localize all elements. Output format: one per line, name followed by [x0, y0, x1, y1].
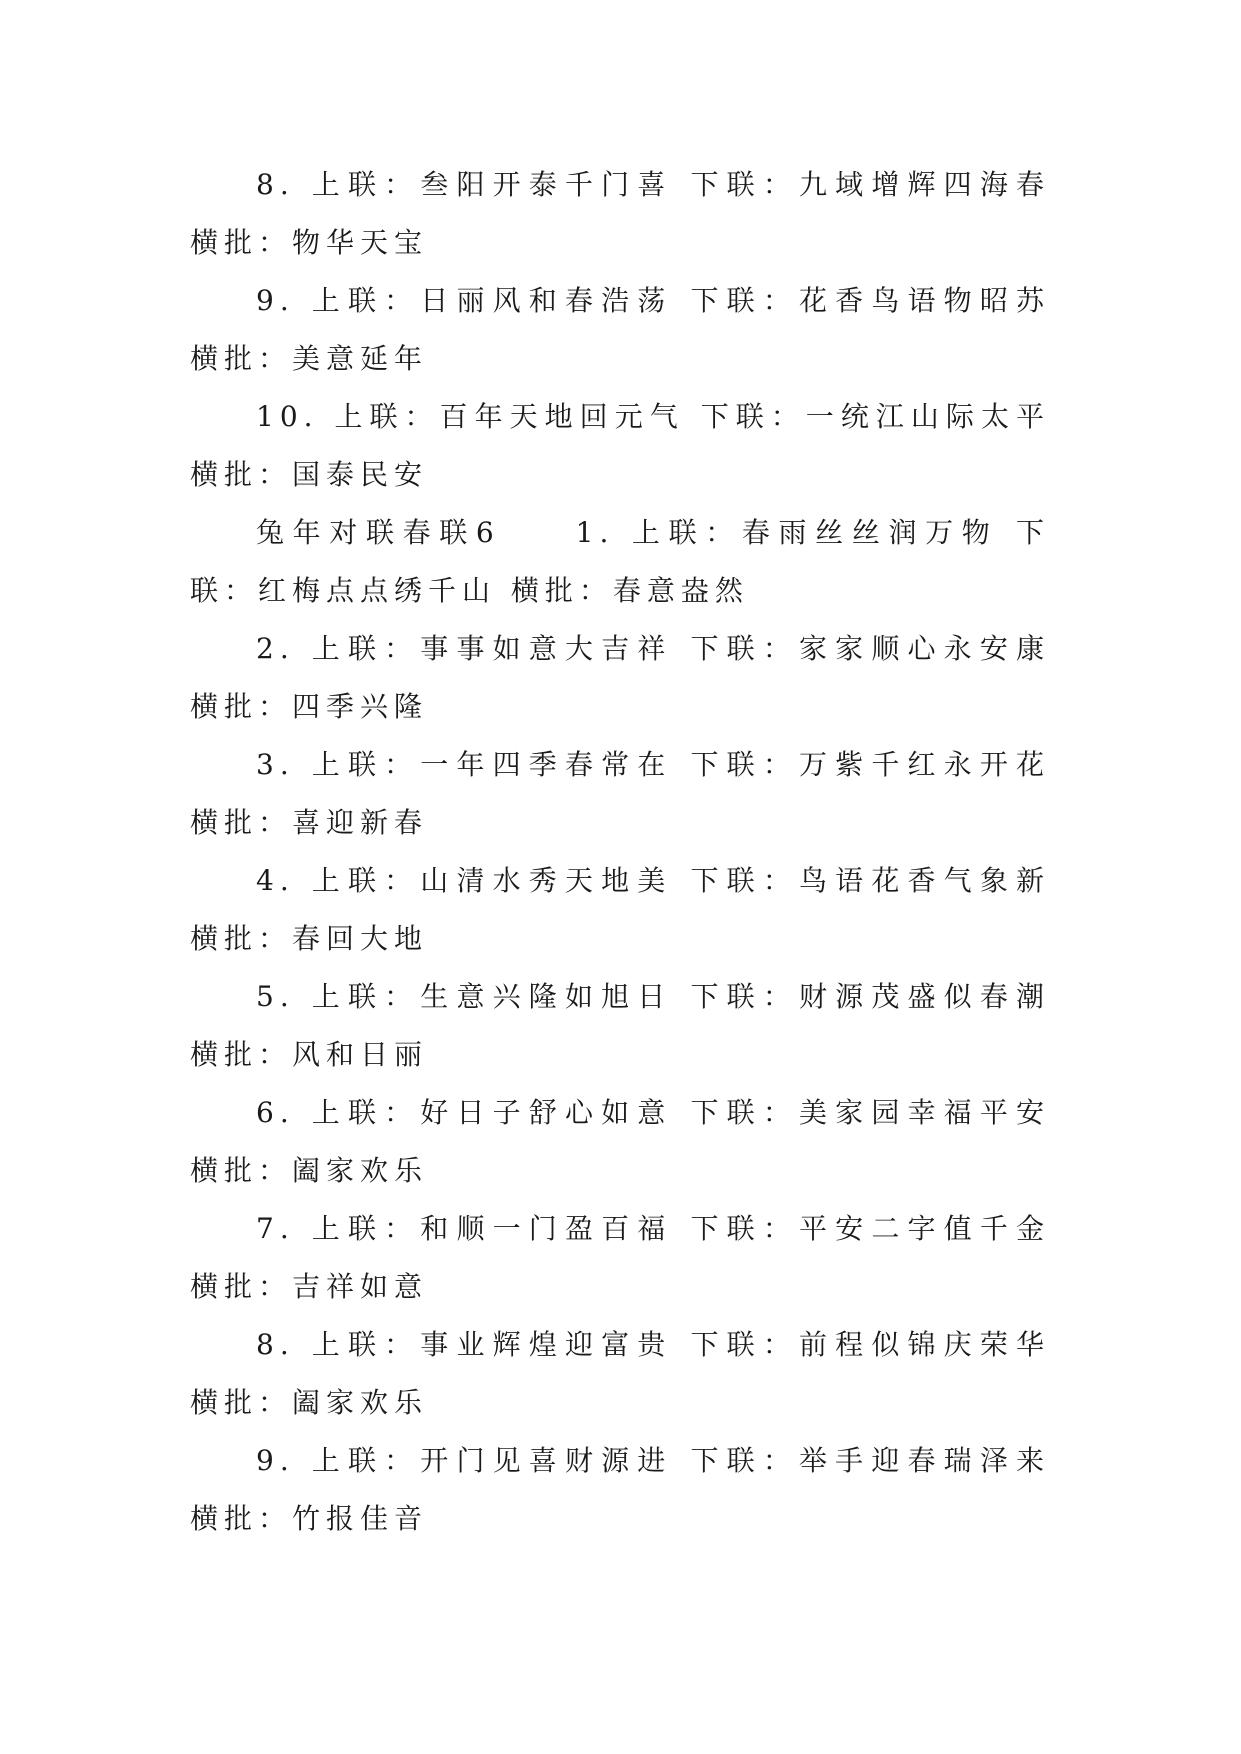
- couplet-paragraph: 8. 上联：叁阳开泰千门喜 下联：九域增辉四海春 横批：物华天宝: [190, 168, 1050, 259]
- couplet-paragraph: 5. 上联：生意兴隆如旭日 下联：财源茂盛似春潮 横批：风和日丽: [190, 980, 1050, 1071]
- couplet-paragraph: 9. 上联：开门见喜财源进 下联：举手迎春瑞泽来 横批：竹报佳音: [190, 1444, 1050, 1535]
- couplet-paragraph: 9. 上联：日丽风和春浩荡 下联：花香鸟语物昭苏 横批：美意延年: [190, 284, 1050, 375]
- couplet-paragraph: 8. 上联：事业辉煌迎富贵 下联：前程似锦庆荣华 横批：阖家欢乐: [190, 1328, 1050, 1419]
- couplet-paragraph: 6. 上联：好日子舒心如意 下联：美家园幸福平安 横批：阖家欢乐: [190, 1096, 1050, 1187]
- couplet-paragraph: 2. 上联：事事如意大吉祥 下联：家家顺心永安康 横批：四季兴隆: [190, 632, 1050, 723]
- couplet-paragraph: 3. 上联：一年四季春常在 下联：万紫千红永开花 横批：喜迎新春: [190, 748, 1050, 839]
- document-body: [190, 156, 1050, 1548]
- couplet-paragraph: 10. 上联：百年天地回元气 下联：一统江山际太平 横批：国泰民安: [190, 400, 1050, 491]
- section-heading-paragraph: 兔年对联春联6 1. 上联：春雨丝丝润万物 下联：红梅点点绣千山 横批：春意盎然: [190, 516, 1050, 607]
- couplet-paragraph: 4. 上联：山清水秀天地美 下联：鸟语花香气象新 横批：春回大地: [190, 864, 1050, 955]
- couplet-paragraph: 7. 上联：和顺一门盈百福 下联：平安二字值千金 横批：吉祥如意: [190, 1212, 1050, 1303]
